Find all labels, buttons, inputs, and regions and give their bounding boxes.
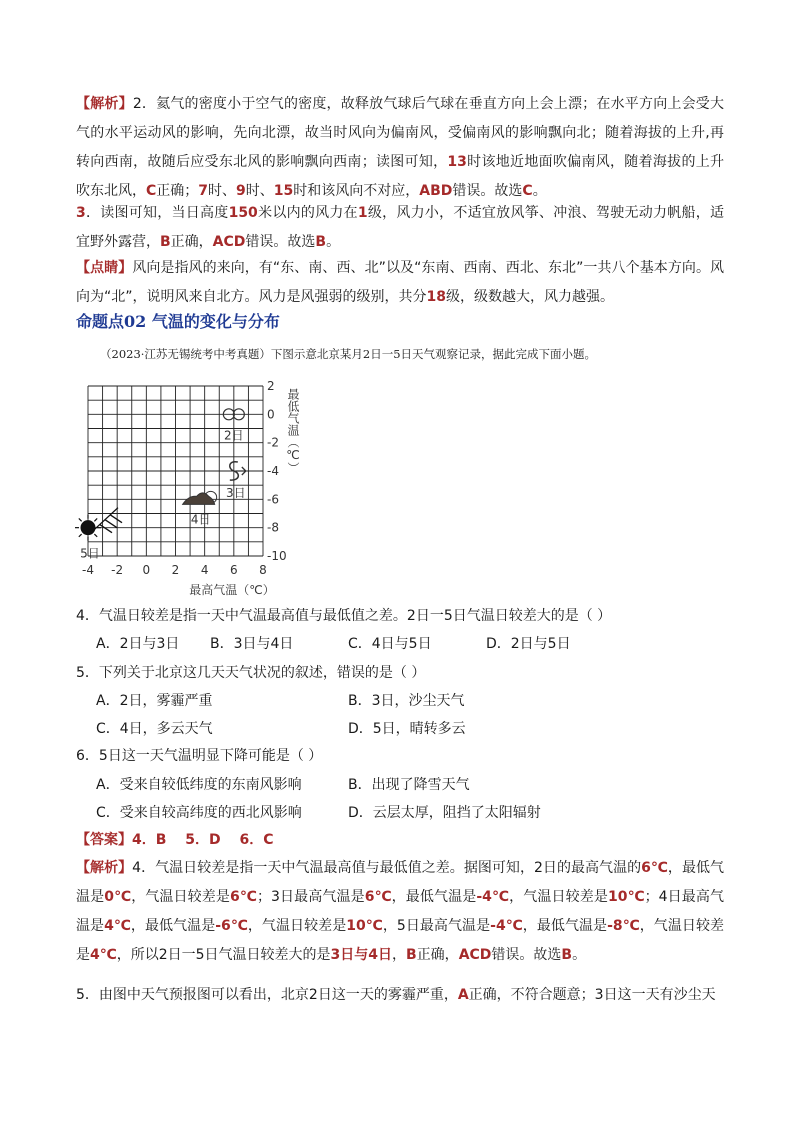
wind-barb: [110, 515, 122, 523]
question-6: 6．5日这一天气温明显下降可能是（ ）: [76, 748, 323, 764]
text-bold: 18: [426, 289, 446, 305]
text-bold: 6℃: [364, 889, 392, 905]
text: ．读图可知，当日高度: [85, 205, 229, 221]
question-5: 5．下列关于北京这几天天气状况的叙述，错误的是（ ）: [76, 665, 426, 681]
text-bold: 4℃: [104, 918, 131, 934]
text-bold: ACD: [212, 234, 246, 250]
text: 米以内的风力在: [257, 205, 358, 221]
text-bold: C: [146, 183, 157, 199]
text-bold: 7: [198, 183, 209, 199]
text-bold: 0℃: [104, 889, 132, 905]
text: ，气温日较差是: [131, 889, 231, 905]
text: 错误。故选: [452, 183, 523, 199]
q4-option-c: C．4日与5日: [348, 636, 432, 652]
x-tick-label: -4: [82, 563, 94, 577]
text-bold: 10℃: [607, 889, 645, 905]
q6-option-a: A．受来自较低纬度的东南风影响: [96, 777, 302, 793]
text-bold: 150: [228, 205, 258, 221]
text: ，气温日较差是: [247, 918, 347, 934]
text: 。: [326, 234, 341, 250]
text: 级，风力小，不适宜放风筝、冲浪、驾驶无动力帆船，适宜野外露营，: [76, 205, 725, 250]
x-axis-label: 最高气温（℃）: [189, 583, 275, 597]
text-bold: 10℃: [346, 918, 383, 934]
y-tick-label: -2: [267, 435, 279, 450]
text: 。: [572, 947, 587, 963]
text: 错误。故选: [491, 947, 562, 963]
y-tick-label: 0: [267, 407, 275, 422]
tip-tag: 【点睛】: [76, 260, 133, 276]
x-tick-label: 8: [259, 563, 267, 577]
text: ，最低气温是: [522, 918, 608, 934]
y-tick-label: -8: [267, 520, 279, 535]
text: ；4日最高气温是: [76, 889, 725, 934]
text: ，: [392, 947, 407, 963]
text: ，气温日较差是: [76, 918, 725, 963]
weather-chart-svg: [72, 380, 312, 600]
x-tick-label: 6: [230, 563, 238, 577]
x-tick-label: 4: [200, 563, 209, 577]
text: ，5日最高气温是: [382, 918, 491, 934]
day-label: 4日: [190, 512, 211, 527]
text-bold: 6℃: [230, 889, 257, 905]
y-tick-label: -4: [267, 464, 279, 478]
text: 。: [532, 183, 547, 199]
text: 正确，不符合题意；3日这一天有沙尘天: [468, 987, 716, 1003]
text-bold: -4℃: [490, 918, 523, 934]
analysis-q2: [76, 90, 724, 206]
q4-option-d: D．2日与5日: [486, 636, 571, 652]
wind-barb: [100, 525, 112, 533]
text-bold: -6℃: [215, 918, 248, 934]
sun-ray: [94, 518, 97, 521]
day-label: 2日: [224, 428, 244, 443]
source-line: （2023·江苏无锡统考中考真题）下图示意北京某月2日一5日天气观察记录，据此完成下面小题。: [100, 347, 597, 361]
y-tick-label: -6: [267, 492, 279, 507]
q4-option-b: B．3日与4日: [210, 636, 294, 652]
text-bold: 3: [76, 205, 86, 221]
sun-icon: [81, 521, 95, 535]
sun-ray: [79, 518, 82, 521]
text: ，最低气温是: [76, 860, 725, 905]
text-bold: 9: [236, 183, 246, 199]
text-bold: 1: [357, 205, 368, 221]
analysis-tag: 【解析】: [76, 860, 133, 876]
text: ，最低气温是: [130, 918, 216, 934]
text-bold: -8℃: [607, 918, 640, 934]
text-bold: B: [561, 947, 573, 963]
text: ；3日最高气温是: [256, 889, 365, 905]
q6-option-b: B．出现了降雪天气: [348, 777, 470, 793]
analysis-tag: 【解析】: [76, 96, 133, 112]
analysis-q3: [76, 199, 724, 257]
text-bold: 4℃: [90, 947, 117, 963]
question-4: 4．气温日较差是指一天中气温最高值与最低值之差。2日一5日气温日较差大的是（ ）: [76, 608, 612, 624]
tip-paragraph: [76, 254, 724, 312]
text: 2．氦气的密度小于空气的密度，故释放气球后气球在垂直方向上会上漂；在水平方向上会受大气的水平运动风的影响，先向北漂，故当时风向为偏南风，受偏南风的影响飘向北；随着海拔的上升,再转向西南，故随后应受东北风的影响飘向西南；读图可知，: [76, 96, 725, 170]
text-bold: B: [160, 234, 171, 250]
day-label: 5日: [80, 546, 100, 561]
answer-line: [76, 830, 274, 850]
section-title: 命题点02 气温的变化与分布: [76, 312, 280, 331]
text: 风向是指风的来向，有“东、南、西、北”以及“东南、西南、西北、东北”一共八个基本方向。风向为“北”，说明风来自北方。风力是风强弱的级别，共分: [76, 260, 725, 305]
text: 时和该风向不对应，: [293, 183, 420, 199]
text-bold: ACD: [458, 947, 492, 963]
sun-ray: [94, 534, 97, 537]
text-bold: C: [522, 183, 533, 199]
cloud-icon: [183, 493, 215, 505]
text: ，气温日较差是: [509, 889, 608, 905]
q5-option-c: C．4日，多云天气: [96, 721, 213, 737]
q4-option-a: A．2日与3日: [96, 636, 180, 652]
text-bold: A: [457, 987, 469, 1003]
q5-option-b: B．3日，沙尘天气: [348, 693, 465, 709]
text-bold: 13: [447, 154, 467, 170]
text: 级，级数越大，风力越强。: [446, 289, 614, 305]
text: 错误。故选: [245, 234, 316, 250]
x-tick-label: -2: [111, 563, 124, 577]
analysis-q4: [76, 854, 724, 970]
x-tick-label: 2: [171, 563, 180, 577]
text-bold: 3日与4日: [330, 947, 393, 963]
text: 时、: [208, 183, 237, 199]
text-bold: ABD: [419, 183, 453, 199]
q6-option-d: D．云层太厚，阻挡了太阳辐射: [348, 805, 541, 821]
text: 正确；: [156, 183, 199, 199]
x-tick-label: 0: [142, 563, 151, 577]
y-tick-label: -10: [267, 549, 287, 563]
text: ，所以2日一5日气温日较差大的是: [116, 947, 331, 963]
answer-text: 4．B 5．D 6．C: [132, 832, 274, 848]
text: ，最低气温是: [391, 889, 477, 905]
text-bold: 15: [273, 183, 294, 199]
sun-ray: [79, 534, 82, 537]
q5-option-d: D．5日，晴转多云: [348, 721, 466, 737]
text-bold: B: [315, 234, 327, 250]
day-label: 3日: [226, 486, 246, 500]
text: 5．由图中天气预报图可以看出，北京2日这一天的雾霾严重，: [76, 987, 458, 1003]
text: 4．气温日较差是指一天中气温最高值与最低值之差。据图可知，2日的最高气温的: [132, 860, 642, 876]
text: 时该地近地面吹偏南风，随着海拔的上升吹东北风，: [76, 154, 725, 199]
answer-tag: 【答案】: [76, 832, 132, 848]
y-tick-label: 2: [267, 380, 275, 393]
wind-barb: [105, 520, 117, 528]
text: 时、: [245, 183, 274, 199]
text: 正确，: [170, 234, 213, 250]
text-bold: -4℃: [476, 889, 510, 905]
y-axis-label: 最低气温（℃）: [286, 388, 300, 474]
q6-option-c: C．受来自较高纬度的西北风影响: [96, 805, 302, 821]
analysis-q5: [76, 981, 724, 1010]
text-bold: B: [406, 947, 417, 963]
q5-option-a: A．2日，雾霾严重: [96, 693, 213, 709]
weather-chart: [72, 380, 312, 600]
text: 正确，: [416, 947, 459, 963]
text-bold: 6℃: [641, 860, 668, 876]
